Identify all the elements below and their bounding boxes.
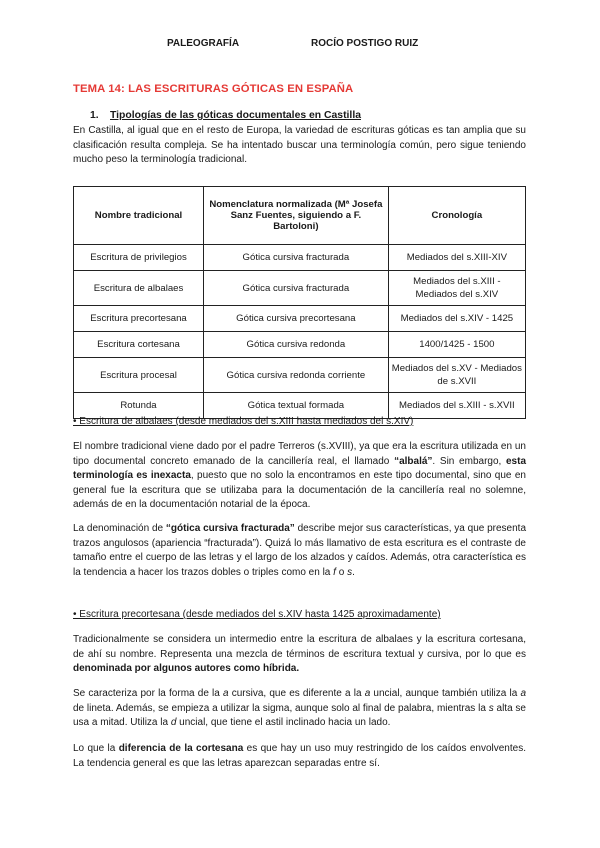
text-run: alta se usa a mitad. Utiliza la xyxy=(73,702,526,729)
table-cell: Mediados del s.XIV - 1425 xyxy=(388,306,525,332)
table-cell: Gótica cursiva redonda xyxy=(204,332,389,358)
table-cell: Rotunda xyxy=(74,393,204,419)
table-row xyxy=(74,358,526,393)
table-cell: Gótica textual formada xyxy=(204,393,389,419)
emphasis-term: esta terminología es inexacta xyxy=(73,455,527,482)
table-cell: Mediados del s.XIII - Mediados del s.XIV xyxy=(388,271,525,306)
table-header-row xyxy=(74,187,526,245)
text-run: , puesto que no solo la encontramos en este tipo documental, sino que en general fue la escritura que se utilizaba para la documentación de la cancillería real no solemne, además de en la documentación notarial de la época. xyxy=(73,470,526,511)
table-row xyxy=(74,271,526,306)
precortesana-paragraph-3 xyxy=(73,742,526,771)
intro-paragraph: En Castilla, al igual que en el resto de Europa, la variedad de escrituras góticas es tan amplia que su clasificación resulta compleja. Se ha intentado buscar una terminología común, pero sigue teniendo mucho peso la terminología tradicional. xyxy=(73,125,526,166)
text-run: Tradicionalmente se considera un intermedio entre la escritura de albalaes y la escritura cortesana, de ahí su nombre. Representa una mezcla de términos de escritura textual y cursiva, por lo que es xyxy=(73,634,526,660)
emphasis-term: “gótica cursiva fracturada” xyxy=(165,523,295,534)
typology-table xyxy=(73,186,526,419)
table-cell: Mediados del s.XIII-XIV xyxy=(388,245,525,271)
table-header-cell: Cronología xyxy=(388,187,525,245)
table-cell: Escritura procesal xyxy=(74,358,204,393)
albalaes-heading: • Escritura de albalaes (desde mediados del s.XIII hasta mediados del s.XIV) xyxy=(73,416,414,427)
emphasis-term: denominada por algunos autores como híbrida. xyxy=(73,663,300,675)
emphasis-term: “albalá” xyxy=(394,455,433,467)
table-cell: Gótica cursiva redonda corriente xyxy=(204,358,389,393)
text-run: es que hay un uso muy restringido de los caídos envolventes. La tendencia general es que las letras aparezcan separadas entre sí. xyxy=(73,743,526,769)
text-run: describe mejor sus características, ya que presenta trazos angulosos (apariencia “fracturada”). Quizá lo más llamativo de esta escritura es el contraste de tamaño entre el cuerpo de las letras y el largo de los alzados y caídos. Además, otra característica es la tendencia a hacer los trazos dobles o triples como en la xyxy=(73,523,527,578)
text-run: uncial, aunque también utiliza la xyxy=(370,688,521,699)
table-cell: Mediados del s.XV - Mediados de s.XVII xyxy=(388,358,525,393)
text-run: El nombre tradicional viene dado por el padre Terreros (s.XVIII), ya que era la escritura utilizada en un tipo documental concreto emanado de la cancillería real, el llamado xyxy=(73,441,526,467)
text-run: de lineta. Además, se empieza a utilizar la sigma, aunque solo al final de palabra, mientras la xyxy=(73,702,489,714)
letter-form: a xyxy=(520,688,526,699)
table-cell: Escritura de albalaes xyxy=(74,271,204,306)
header-subject: PALEOGRAFÍA xyxy=(167,38,240,49)
text-run: cursiva, que es diferente a la xyxy=(228,688,365,699)
text-run: uncial, que tiene el astil inclinado hacia un lado. xyxy=(176,717,391,729)
precortesana-heading: • Escritura precortesana (desde mediados del s.XIV hasta 1425 aproximadamente) xyxy=(73,609,441,620)
table-row xyxy=(74,393,526,419)
letter-form: s xyxy=(347,566,353,578)
letter-form: d xyxy=(170,717,177,729)
text-run: . xyxy=(352,566,355,578)
table-row xyxy=(74,245,526,271)
text-run: Se caracteriza por la forma de la xyxy=(73,688,223,699)
header-author: ROCÍO POSTIGO RUIZ xyxy=(311,38,419,49)
albalaes-paragraph-1 xyxy=(73,440,526,513)
text-run: Lo que la xyxy=(73,743,119,754)
text-run: La denominación de xyxy=(73,523,166,534)
letter-form: a xyxy=(364,688,371,699)
chapter-title: TEMA 14: LAS ESCRITURAS GÓTICAS EN ESPAÑA xyxy=(73,83,354,95)
table-cell: Gótica cursiva fracturada xyxy=(204,271,389,306)
table-cell: Escritura precortesana xyxy=(74,306,204,332)
section-heading xyxy=(90,110,361,121)
emphasis-term: diferencia de la cortesana xyxy=(118,743,244,754)
text-run: . Sin embargo, xyxy=(432,455,506,467)
table-cell: Gótica cursiva fracturada xyxy=(204,245,389,271)
letter-form: a xyxy=(223,688,229,699)
table-cell: Escritura cortesana xyxy=(74,332,204,358)
precortesana-paragraph-1 xyxy=(73,633,526,677)
table-header-cell: Nomenclatura normalizada (Mª Josefa Sanz Fuentes, siguiendo a F. Bartoloni) xyxy=(204,187,389,245)
precortesana-paragraph-2 xyxy=(73,687,526,731)
section-heading-text: Tipologías de las góticas documentales en Castilla xyxy=(110,110,361,121)
table-cell: Mediados del s.XIII - s.XVII xyxy=(388,393,525,419)
albalaes-paragraph-2 xyxy=(73,522,526,580)
table-row xyxy=(74,332,526,358)
letter-form: f xyxy=(333,566,336,578)
text-run: o xyxy=(335,566,348,578)
table-cell: Gótica cursiva precortesana xyxy=(204,306,389,332)
section-number: 1. xyxy=(90,110,99,121)
table-header-cell: Nombre tradicional xyxy=(74,187,204,245)
table-cell: 1400/1425 - 1500 xyxy=(388,332,525,358)
table-row xyxy=(74,306,526,332)
table-cell: Escritura de privilegios xyxy=(74,245,204,271)
letter-form: s xyxy=(488,702,494,714)
